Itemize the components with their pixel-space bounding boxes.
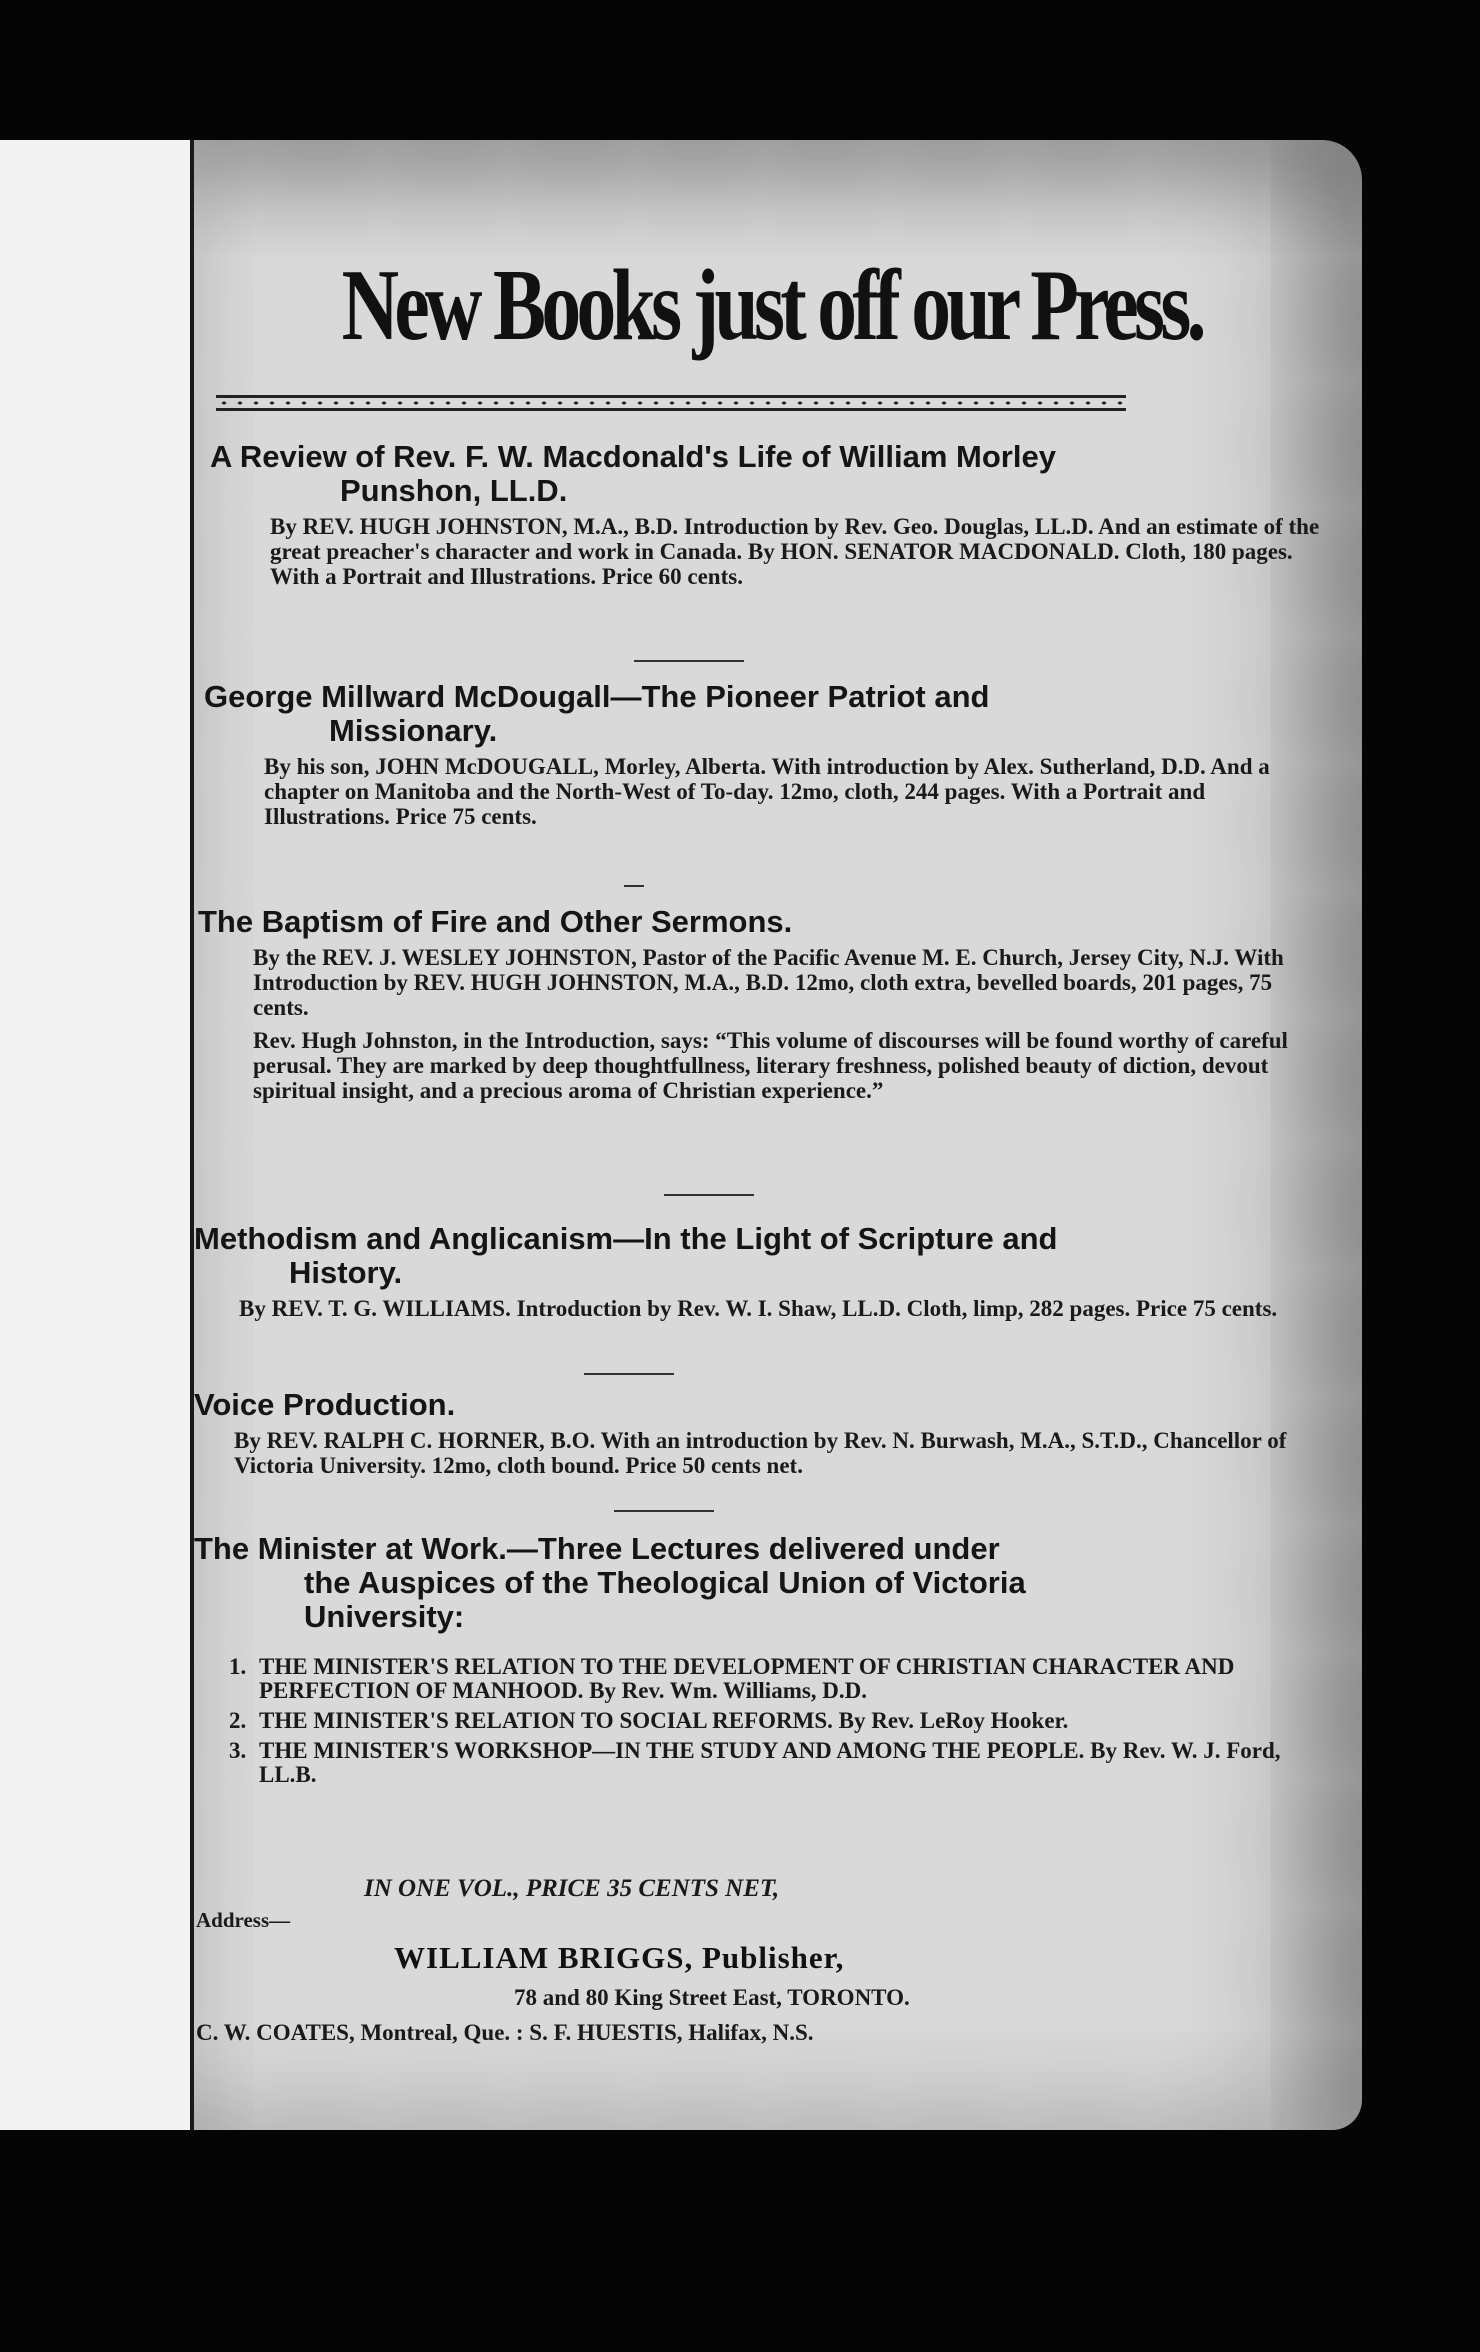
book-entry-baptism-of-fire [198,905,1338,1103]
lecture-number: 2. [229,1708,247,1733]
lectures-price: IN ONE VOL., PRICE 35 CENTS NET, [364,1875,780,1902]
address-label: Address— [196,1908,291,1932]
book-title-line: the Auspices of the Theological Union of Victoria University: [304,1565,1026,1634]
section-divider [624,885,644,887]
section-divider [634,660,744,662]
lecture-list [229,1655,1289,1793]
book-entry-minister-at-work [194,1532,1334,1634]
lecture-text: THE MINISTER'S RELATION TO SOCIAL REFORMS. By Rev. LeRoy Hooker. [259,1708,1069,1733]
book-description: By the REV. J. WESLEY JOHNSTON, Pastor of the Pacific Avenue M. E. Church, Jersey City, N.J. With Introduction by REV. HUGH JOHNSTON, M.A., B.D. 12mo, cloth extra, bevelled boards, 201 pages, 75 cents. [253,945,1284,1020]
book-title-line: Methodism and Anglicanism—In the Light of Scripture and [194,1221,1058,1256]
lecture-item [229,1655,1289,1703]
book-title-line: Punshon, LL.D. [340,473,568,508]
book-title-line: George Millward McDougall—The Pioneer Patriot and [204,679,990,714]
book-entry-punshon [210,440,1350,589]
lecture-text: THE MINISTER'S WORKSHOP—IN THE STUDY AND AMONG THE PEOPLE. By Rev. W. J. Ford, LL.B. [259,1738,1281,1787]
book-title-line: The Minister at Work.—Three Lectures delivered under [194,1531,1000,1566]
book-description: By his son, JOHN McDOUGALL, Morley, Alberta. With introduction by Alex. Sutherland, D.D. And a chapter on Manitoba and the North-West of To-day. 12mo, cloth, 244 pages. With a Portrait and Illustrations. Price 75 cents. [264,754,1270,829]
book-description: By REV. HUGH JOHNSTON, M.A., B.D. Introduction by Rev. Geo. Douglas, LL.D. And an estimate of the great preacher's character and work in Canada. By HON. SENATOR MACDONALD. Cloth, 180 pages. With a Portrait and Illustrations. Price 60 cents. [270,514,1320,589]
section-divider [584,1373,674,1375]
section-divider [664,1194,754,1196]
book-review-quote: Rev. Hugh Johnston, in the Introduction, says: “This volume of discourses will be found worthy of careful perusal. They are marked by deep thoughtfullness, literary freshness, polished beauty of diction, devout spiritual insight, and a precious aroma of Christian experience.” [253,1028,1288,1103]
book-title [194,1532,1334,1634]
book-title [194,1222,1334,1290]
book-title: Voice Production. [194,1387,456,1422]
page-headline: New Books just off our Press. [341,249,1202,362]
book-description: By REV. RALPH C. HORNER, B.O. With an introduction by Rev. N. Burwash, M.A., S.T.D., Chancellor of Victoria University. 12mo, cloth bound. Price 50 cents net. [234,1428,1287,1478]
book-title-line: Missionary. [329,713,498,748]
book-title: The Baptism of Fire and Other Sermons. [198,904,793,939]
book-entry-methodism-anglicanism [194,1222,1334,1321]
publisher-address: 78 and 80 King Street East, TORONTO. [514,1985,910,2010]
lecture-number: 3. [229,1738,247,1763]
ornamental-rule [216,395,1126,411]
lecture-number: 1. [229,1654,247,1679]
book-description: By REV. T. G. WILLIAMS. Introduction by Rev. W. I. Shaw, LL.D. Cloth, limp, 282 pages. Price 75 cents. [239,1296,1278,1321]
book-title [210,440,1350,508]
adjacent-page-margin [0,140,194,2130]
book-title [204,680,1344,748]
book-entry-voice-production [194,1388,1334,1478]
book-title-line: History. [289,1255,403,1290]
publisher-name: WILLIAM BRIGGS, Publisher, [394,1940,845,1975]
book-title-line: A Review of Rev. F. W. Macdonald's Life of William Morley [210,439,1056,474]
regional-agents: C. W. COATES, Montreal, Que. : S. F. HUESTIS, Halifax, N.S. [196,2020,814,2045]
book-entry-mcdougall [204,680,1344,829]
lecture-text: THE MINISTER'S RELATION TO THE DEVELOPMENT OF CHRISTIAN CHARACTER AND PERFECTION OF MANHOOD. By Rev. Wm. Williams, D.D. [259,1654,1235,1703]
book-advertisement-page [194,140,1362,2130]
lecture-item [229,1739,1289,1787]
section-divider [614,1510,714,1512]
lecture-item [229,1709,1289,1733]
